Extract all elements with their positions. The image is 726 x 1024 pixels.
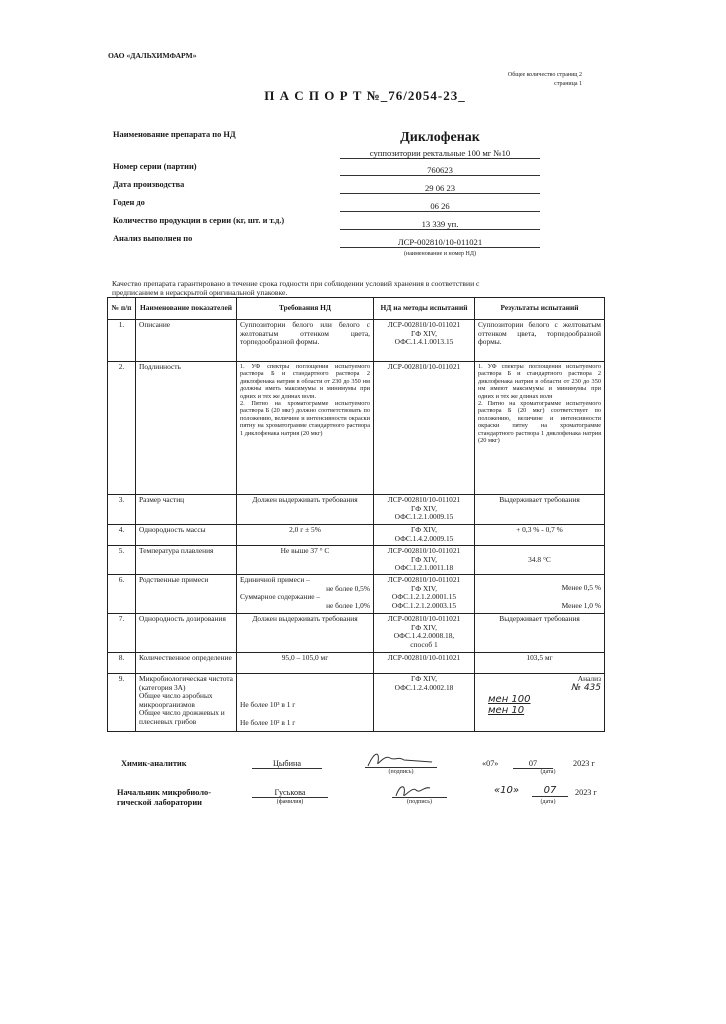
page-number: страница 1 [554,81,582,87]
analysis-note: (наименование и номер НД) [404,251,476,257]
head-label: Начальник микробиоло- гической лаборатории [117,788,212,807]
table-row: 5. Температура плавления Не выше 37 ° С ЛСР-002810/10-011021 ГФ XIV, ОФС.1.2.1.0011.18 34.8 °С [108,546,605,575]
table-row: 9. Микробиологическая чистота (категория 3А) Общее число аэробных микроорганизмов Общее число дрожжевых и плесневых грибов Не более 10³ в 1 г Не более 10² в 1 г ГФ XIV, ОФС.1.2.4.0002.18 Анализ № 435 мен 100 мен 10 [108,674,605,732]
header-num: № п/п [108,298,136,320]
series-label: Номер серии (партии) [113,162,197,171]
drug-label: Наименование препарата по НД [113,130,236,139]
qty-value: 13 339 уп. [340,219,540,230]
drug-form: суппозитории ректальные 100 мг №10 [340,148,540,159]
header-nd: НД на методы испытаний [374,298,475,320]
page-total: Общее количество страниц 2 [507,72,582,78]
chemist-sig-caption: (подпись) [388,769,414,775]
analysis-value: ЛСР-002810/10-011021 [340,237,540,248]
table-row: 7. Однородность дозирования Должен выдерживать требования ЛСР-002810/10-011021 ГФ XIV, ОФС.1.4.2.0008.18, способ 1 Выдерживает требования [108,614,605,653]
chemist-date-month: 07 [513,759,553,769]
company-name: ОАО «ДАЛЬХИМФАРМ» [108,51,197,60]
expiry-value: 06 26 [340,201,540,212]
head-date-year: 2023 г [575,788,597,797]
guarantee-text: Качество препарата гарантировано в течение срока годности при соблюдении условий хранения в соответствии с предписанием в нераскрытой оригинальной упаковке. [112,279,480,297]
head-date-month: 07 [532,785,568,797]
chemist-name: Цыбина [252,759,322,769]
head-date-caption: (дата) [540,799,556,805]
qty-label: Количество продукции в серии (кг, шт. и т.д.) [113,216,285,225]
table-header-row [108,298,605,320]
passport-title: П А С П О Р Т №_76/2054-23_ [264,88,466,103]
series-value: 760623 [340,165,540,176]
micro-names: Микробиологическая чистота (категория 3А) Общее число аэробных микроорганизмов Общее число дрожжевых и плесневых грибов [136,674,237,732]
head-date-day: «10» [494,785,520,796]
head-name-caption: (фамилия) [276,799,304,805]
chemist-date-caption: (дата) [540,769,556,775]
table-row: 4. Однородность массы 2,0 г ± 5% ГФ XIV, ОФС.1.4.2.0009.15 + 0,3 % - 0,7 % [108,525,605,546]
date-label: Дата производства [113,180,185,189]
impurity-res: Менее 0,5 % Менее 1,0 % [475,575,605,614]
expiry-label: Годен до [113,198,145,207]
header-name: Наименование показателей [136,298,237,320]
micro-res: Анализ № 435 мен 100 мен 10 [475,674,605,732]
results-table [107,297,605,732]
analysis-label: Анализ выполнен по [113,234,193,243]
table-row: 2. Подлинность 1. УФ спектры поглощения испытуемого раствора Б и стандартного раствора 2 диклофенака натрия в области от 230 до 350 нм должны иметь максимумы и минимумы при одних и тех же длинах волн. 2. Пятно на хроматограмме испытуемого раствора Б (20 мкг) должно соответствовать по положению, величине и интенсивности окраски пятну на хроматограмме стандартного раствора 1 диклофенака натрия (20 мкг) ЛСР-002810/10-011021 1. УФ спектры поглощения испытуемого раствора Б и стандартного раствора 2 диклофенака натрия в области от 230 до 350 нм имеют максимумы и минимумы при одних и тех же длинах волн 2. Пятно на хроматограмме испытуемого раствора Б (20 мкг) соответствует по положению, величине и интенсивности окраски пятну на хроматограмме стандартного раствора 1 диклофенака натрия (20 мкг) [108,362,605,495]
table-row: 8. Количественное определение 95,0 – 105,0 мг ЛСР-002810/10-011021 103,5 мг [108,653,605,674]
header-res: Результаты испытаний [475,298,605,320]
table-row: 6. Родственные примеси Единичной примеси – не более 0,5% Суммарное содержание – не более 1,0% ЛСР-002810/10-011021 ГФ XIV, ОФС.1.2.1.2.0001.15 ОФС.1.2.1.2.0003.15 Менее 0,5 % Менее 1,0 % [108,575,605,614]
impurity-req: Единичной примеси – не более 0,5% Суммарное содержание – не более 1,0% [237,575,374,614]
header-req: Требования НД [237,298,374,320]
table-row: 3. Размер частиц Должен выдерживать требования ЛСР-002810/10-011021 ГФ XIV, ОФС.1.2.1.0009.15 Выдерживает требования [108,495,605,525]
chemist-date-year: 2023 г [573,759,595,768]
table-row: 1. Описание Суппозитории белого или белого с желтоватым оттенком цвета, торпедообразной формы. ЛСР-002810/10-011021 ГФ XIV, ОФС.1.4.1.0013.15 Суппозитории белого с желтоватым оттенком цвета, торпедообразной формы. [108,320,605,362]
head-sig-caption: (подпись) [407,799,432,805]
micro-req: Не более 10³ в 1 г Не более 10² в 1 г [237,674,374,732]
chemist-sig-line [365,767,437,768]
chemist-date-day: «07» [482,759,499,768]
head-sig-line [392,797,447,798]
head-name: Гуськова [252,788,328,798]
date-value: 29 06 23 [340,183,540,194]
drug-name: Диклофенак [400,130,480,145]
chemist-label: Химик-аналитик [121,759,187,768]
